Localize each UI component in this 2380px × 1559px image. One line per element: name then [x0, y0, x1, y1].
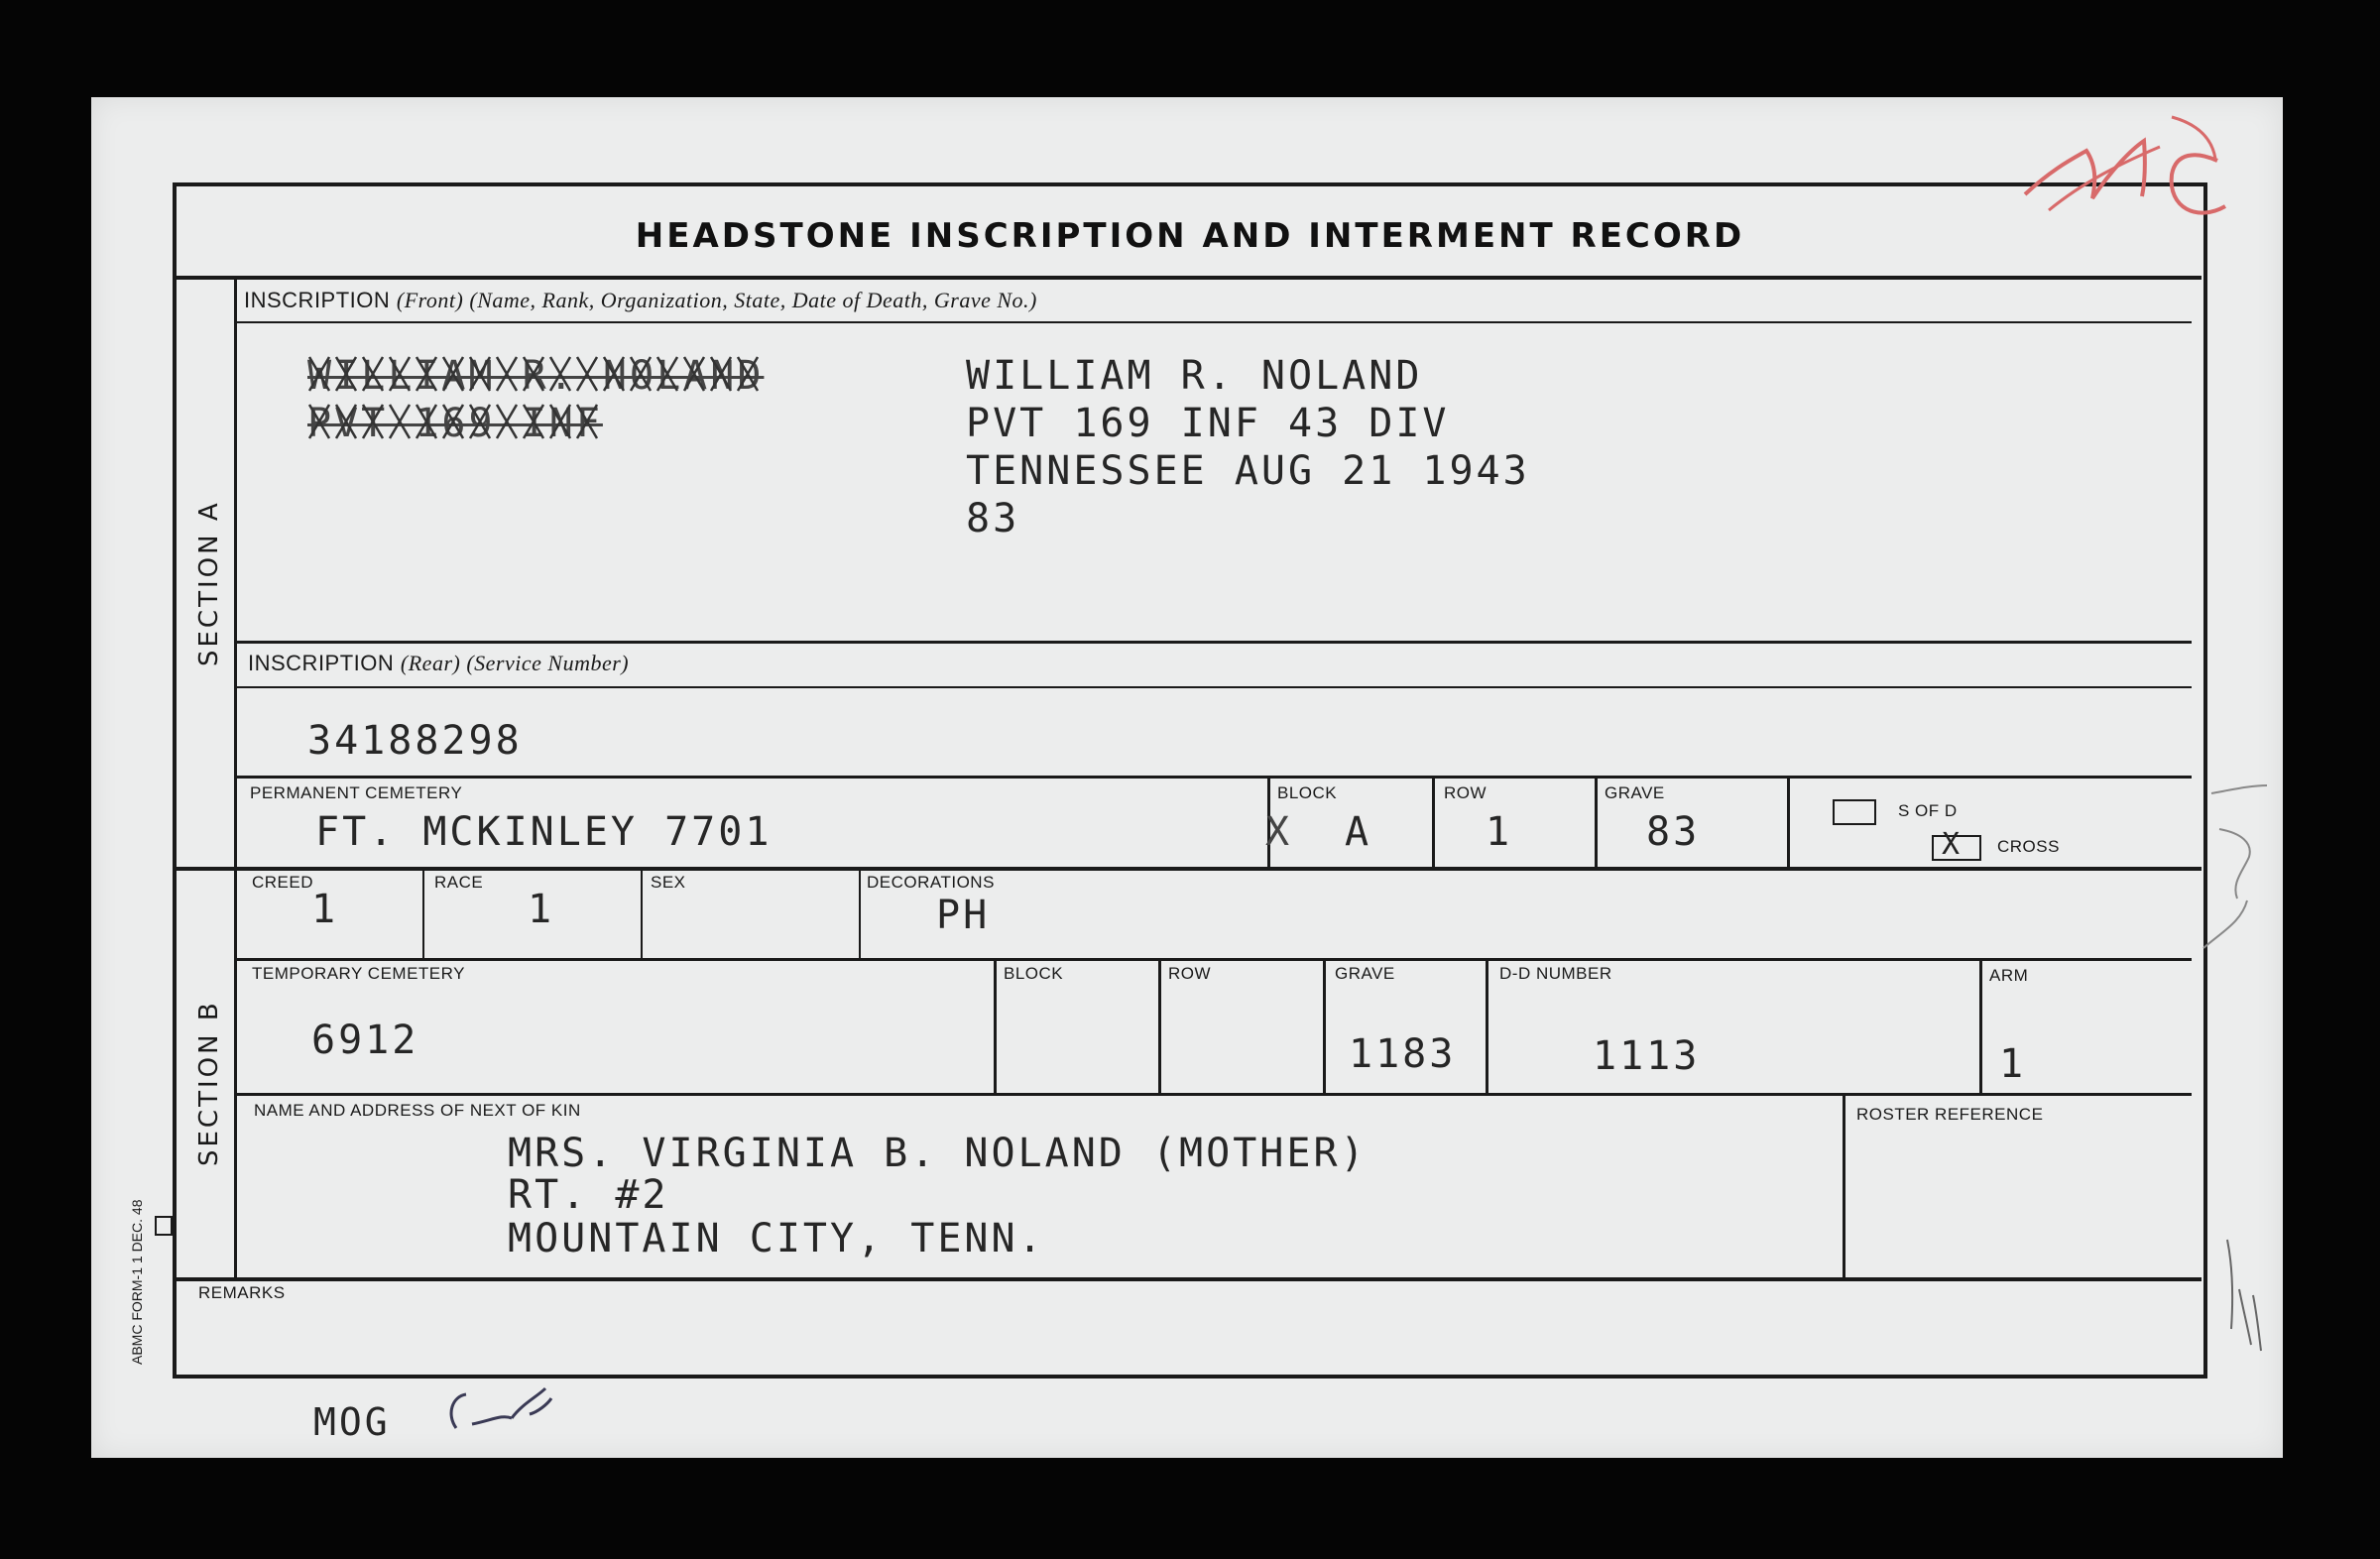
permanent-cemetery-label: PERMANENT CEMETERY — [250, 783, 463, 802]
divider — [175, 1277, 2202, 1281]
strike-x-mark — [604, 357, 624, 391]
strike-x-mark — [363, 357, 383, 391]
form-code-checkbox — [155, 1216, 173, 1236]
strike-x-mark — [363, 405, 383, 438]
creed-value: 1 — [311, 887, 339, 932]
perm-grave-label: GRAVE — [1605, 783, 1665, 802]
temp-grave-value: 1183 — [1349, 1031, 1457, 1077]
section-divider — [175, 867, 2202, 871]
form-title: HEADSTONE INSCRIPTION AND INTERMENT RECORD — [635, 216, 1745, 256]
kin-line-name: MRS. VIRGINIA B. NOLAND (MOTHER) — [508, 1131, 1368, 1176]
next-of-kin-label: NAME AND ADDRESS OF NEXT OF KIN — [254, 1101, 581, 1120]
sex-label: SEX — [651, 873, 686, 892]
divider — [1323, 960, 1326, 1095]
strike-x-mark — [336, 405, 356, 438]
strike-x-mark — [390, 405, 410, 438]
temp-block-label: BLOCK — [1004, 964, 1064, 983]
strike-x-mark — [631, 357, 651, 391]
race-value: 1 — [528, 887, 555, 932]
divider — [859, 869, 861, 960]
perm-block-struck: X — [1265, 809, 1293, 855]
strike-x-mark — [577, 405, 597, 438]
perm-row-value: 1 — [1486, 809, 1513, 855]
creed-label: CREED — [252, 873, 314, 892]
roster-reference-label: ROSTER REFERENCE — [1856, 1105, 2044, 1124]
kin-line-route: RT. #2 — [508, 1172, 669, 1218]
strike-x-mark — [390, 357, 410, 391]
pencil-marks — [2158, 774, 2277, 1369]
red-initials-mark — [2013, 99, 2241, 268]
dd-number-label: D-D NUMBER — [1499, 964, 1612, 983]
form-code: ABMC FORM-1 1 DEC. 48 — [129, 1199, 145, 1365]
strike-x-mark — [416, 405, 436, 438]
divider — [234, 278, 237, 1279]
strike-x-mark — [497, 405, 517, 438]
divider — [236, 1093, 2192, 1096]
inscription-line-state-date: TENNESSEE AUG 21 1943 — [966, 448, 1530, 494]
cross-check-mark: X — [1942, 827, 1961, 862]
strike-x-mark — [711, 357, 731, 391]
divider — [994, 960, 997, 1095]
strike-x-mark — [470, 405, 490, 438]
service-number: 34188298 — [307, 718, 523, 764]
divider — [236, 321, 2192, 323]
inscription-line-name: WILLIAM R. NOLAND — [966, 353, 1423, 399]
bottom-note: MOG — [313, 1400, 391, 1444]
divider — [1979, 960, 1982, 1095]
perm-grave-value: 83 — [1646, 809, 1701, 855]
strike-x-mark — [524, 357, 543, 391]
strike-x-mark — [684, 357, 704, 391]
divider — [236, 958, 2192, 961]
race-label: RACE — [434, 873, 484, 892]
strike-x-mark — [657, 357, 677, 391]
divider — [641, 869, 643, 960]
divider — [1432, 778, 1435, 869]
strike-x-mark — [470, 357, 490, 391]
handwritten-scribble — [442, 1384, 581, 1444]
temp-row-label: ROW — [1168, 964, 1212, 983]
strike-x-mark — [497, 357, 517, 391]
perm-row-label: ROW — [1444, 783, 1488, 802]
divider — [236, 641, 2192, 644]
strike-x-mark — [577, 357, 597, 391]
divider — [175, 276, 2202, 280]
divider — [1158, 960, 1161, 1095]
decorations-value: PH — [936, 893, 991, 938]
arm-label: ARM — [1989, 966, 2029, 985]
kin-line-city: MOUNTAIN CITY, TENN. — [508, 1216, 1045, 1261]
inscription-rear-label: INSCRIPTION (Rear) (Service Number) — [248, 651, 630, 675]
dd-number-value: 1113 — [1593, 1033, 1701, 1079]
strike-x-mark — [309, 357, 329, 391]
inscription-line-rank: PVT 169 INF 43 DIV — [966, 401, 1450, 446]
temp-cemetery-label: TEMPORARY CEMETERY — [252, 964, 465, 983]
cross-label: CROSS — [1997, 837, 2060, 856]
sofd-label: S OF D — [1898, 801, 1958, 820]
divider — [422, 869, 424, 960]
strike-x-mark — [416, 357, 436, 391]
arm-value: 1 — [1999, 1041, 2027, 1087]
strike-x-mark — [738, 357, 758, 391]
section-b-label: SECTION B — [194, 1000, 224, 1166]
permanent-cemetery-value: FT. MCKINLEY 7701 — [315, 809, 773, 855]
strike-x-mark — [309, 405, 329, 438]
divider — [1787, 778, 1790, 869]
strike-x-mark — [550, 405, 570, 438]
divider — [236, 776, 2192, 779]
temp-cemetery-value: 6912 — [311, 1018, 419, 1063]
divider — [236, 686, 2192, 688]
divider — [1843, 1095, 1845, 1279]
struck-rank-line: PVT 169 INF — [307, 401, 603, 446]
inscription-line-grave: 83 — [966, 496, 1020, 541]
temp-grave-label: GRAVE — [1335, 964, 1395, 983]
strike-x-mark — [524, 405, 543, 438]
sofd-checkbox[interactable] — [1833, 799, 1876, 825]
struck-name-line: WILLIAM R. NOLAND — [307, 353, 765, 399]
perm-block-label: BLOCK — [1277, 783, 1338, 802]
strike-marks — [303, 349, 779, 448]
strike-x-mark — [336, 357, 356, 391]
perm-block-value: A — [1345, 809, 1372, 855]
section-a-label: SECTION A — [194, 500, 224, 666]
strike-x-mark — [443, 405, 463, 438]
strike-x-mark — [443, 357, 463, 391]
divider — [1486, 960, 1488, 1095]
remarks-label: REMARKS — [198, 1283, 286, 1302]
strike-x-mark — [550, 357, 570, 391]
inscription-front-label: INSCRIPTION (Front) (Name, Rank, Organization, State, Date of Death, Grave No.) — [244, 288, 1037, 312]
divider — [1595, 778, 1598, 869]
decorations-label: DECORATIONS — [867, 873, 995, 892]
